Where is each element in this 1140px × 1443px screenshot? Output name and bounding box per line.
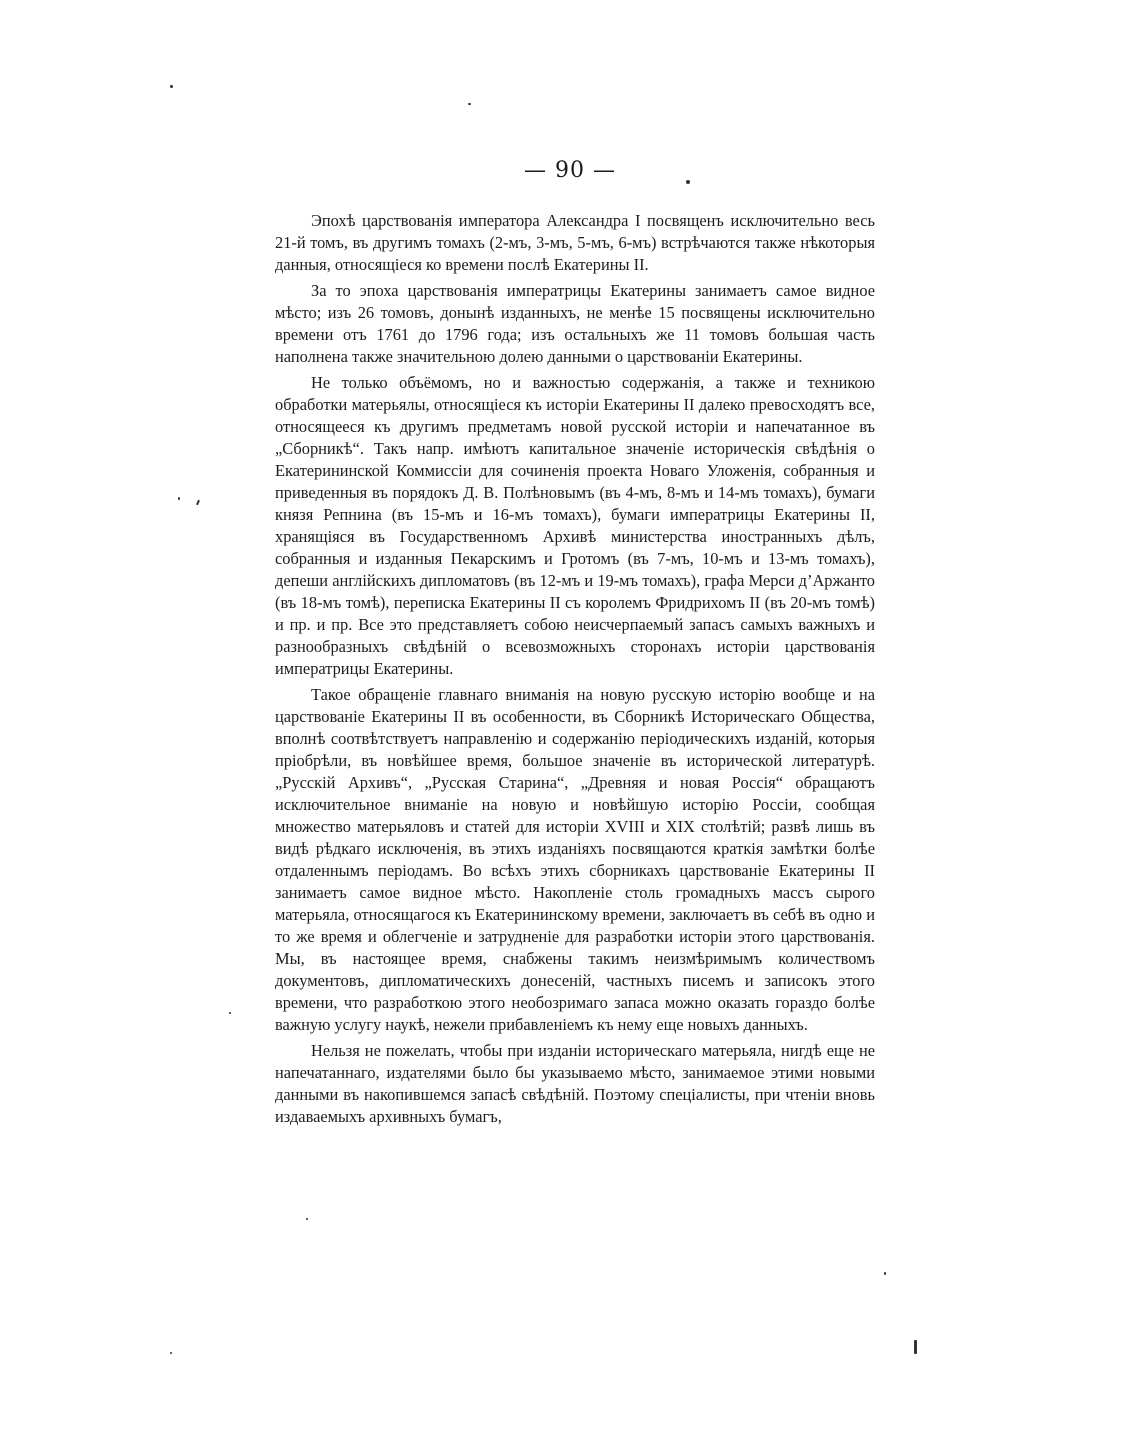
- paragraph: Такое обращеніе главнаго вниманія на новую русскую исторію вообще и на царствованіе Екатерины II въ особенности, въ Сборникѣ Историческаго Общества, вполнѣ соотвѣтствуетъ направленію и содержанію періодическихъ изданій, которыя пріобрѣли, въ новѣйшее время, большое значеніе въ исторической литературѣ. „Русскій Архивъ“, „Русская Старина“, „Древняя и новая Россія“ обращаютъ исключительное вниманіе на новую и новѣйшую исторію Россіи, сообщая множество матерьяловъ и статей для исторіи XVIII и XIX столѣтій; развѣ лишь въ видѣ рѣдкаго исключенія, въ этихъ изданіяхъ посвящаются краткія замѣтки болѣе отдаленнымъ періодамъ. Во всѣхъ этихъ сборникахъ царствованіе Екатерины II занимаетъ самое видное мѣсто. Накопленіе столь громадныхъ массъ сырого матерьяла, относящагося къ Екатерининскому времени, заключаетъ въ себѣ въ одно и то же время и облегченіе и затрудненіе для разработки исторіи этого царствованія. Мы, въ настоящее время, снабжены такимъ неизмѣримымъ количествомъ документовъ, дипломатическихъ донесеній, частныхъ писемъ и записокъ этого времени, что разработкою этого необозримаго запаса можно оказать гораздо болѣе важную услугу наукѣ, нежели прибавленіемъ къ нему еще новыхъ данныхъ.: [275, 685, 875, 1034]
- paragraph: Эпохѣ царствованія императора Александра I посвященъ исключительно весь 21-й томъ, въ другимъ томахъ (2-мъ, 3-мъ, 5-мъ, 6-мъ) встрѣчаются также нѣкоторыя данныя, относящіеся ко времени послѣ Екатерины II.: [275, 211, 875, 274]
- page-number: — 90 —: [524, 158, 616, 183]
- paragraph: Нельзя не пожелать, чтобы при изданіи историческаго матерьяла, нигдѣ еще не напечатаннаго, издателями было бы указываемо мѣсто, занимаемое этими новыми данными въ накопившемся запасѣ свѣдѣній. Поэтому спеціалисты, при чтеніи вновь издаваемыхъ архивныхъ бумагъ,: [275, 1041, 875, 1126]
- scan-speck: [178, 497, 180, 500]
- paragraph: Не только объёмомъ, но и важностью содержанія, а также и техникою обработки матерьялы, относящіеся къ исторіи Екатерины II далеко превосходятъ все, относящееся къ другимъ предметамъ новой русской исторіи и напечатанное въ „Сборникѣ“. Такъ напр. имѣютъ капитальное значеніе историческія свѣдѣнія о Екатерининской Коммиссіи для сочиненія проекта Новаго Уложенія, собранныя и приведенныя въ порядокъ Д. В. Полѣновымъ (въ 4-мъ, 8-мъ и 14-мъ томахъ), бумаги князя Репнина (въ 15-мъ и 16-мъ томахъ), бумаги императрицы Екатерины II, хранящіяся въ Государственномъ Архивѣ министерства иностранныхъ дѣлъ, собранныя и изданныя Пекарскимъ и Гротомъ (въ 7-мъ, 10-мъ и 13-мъ томахъ), депеши англійскихъ дипломатовъ (въ 12-мъ и 19-мъ томахъ), графа Мерси д’Аржанто (въ 18-мъ томѣ), переписка Екатерины II съ королемъ Фридрихомъ II (въ 20-мъ томѣ) и пр. и пр. Все это представляетъ собою неисчерпаемый запасъ самыхъ важныхъ и разнообразныхъ свѣдѣній о всевозможныхъ сторонахъ исторіи царствованія императрицы Екатерины.: [275, 373, 875, 678]
- scan-speck: [468, 103, 471, 105]
- scan-speck: [914, 1340, 917, 1354]
- scan-speck: [196, 500, 200, 505]
- paragraph: За то эпоха царствованія императрицы Екатерины занимаетъ самое видное мѣсто; изъ 26 томовъ, донынѣ изданныхъ, не менѣе 15 посвящены исключительно времени отъ 1761 до 1796 года; изъ остальныхъ же 11 томовъ большая часть наполнена также значительною долею данными о царствованіи Екатерины.: [275, 281, 875, 366]
- scan-speck: [306, 1218, 308, 1220]
- scan-speck: [884, 1272, 886, 1275]
- scan-speck: [170, 1352, 172, 1354]
- scan-speck: [170, 85, 173, 88]
- scan-speck: [229, 1012, 231, 1014]
- body-text: [275, 210, 875, 1132]
- scan-speck: [686, 180, 690, 184]
